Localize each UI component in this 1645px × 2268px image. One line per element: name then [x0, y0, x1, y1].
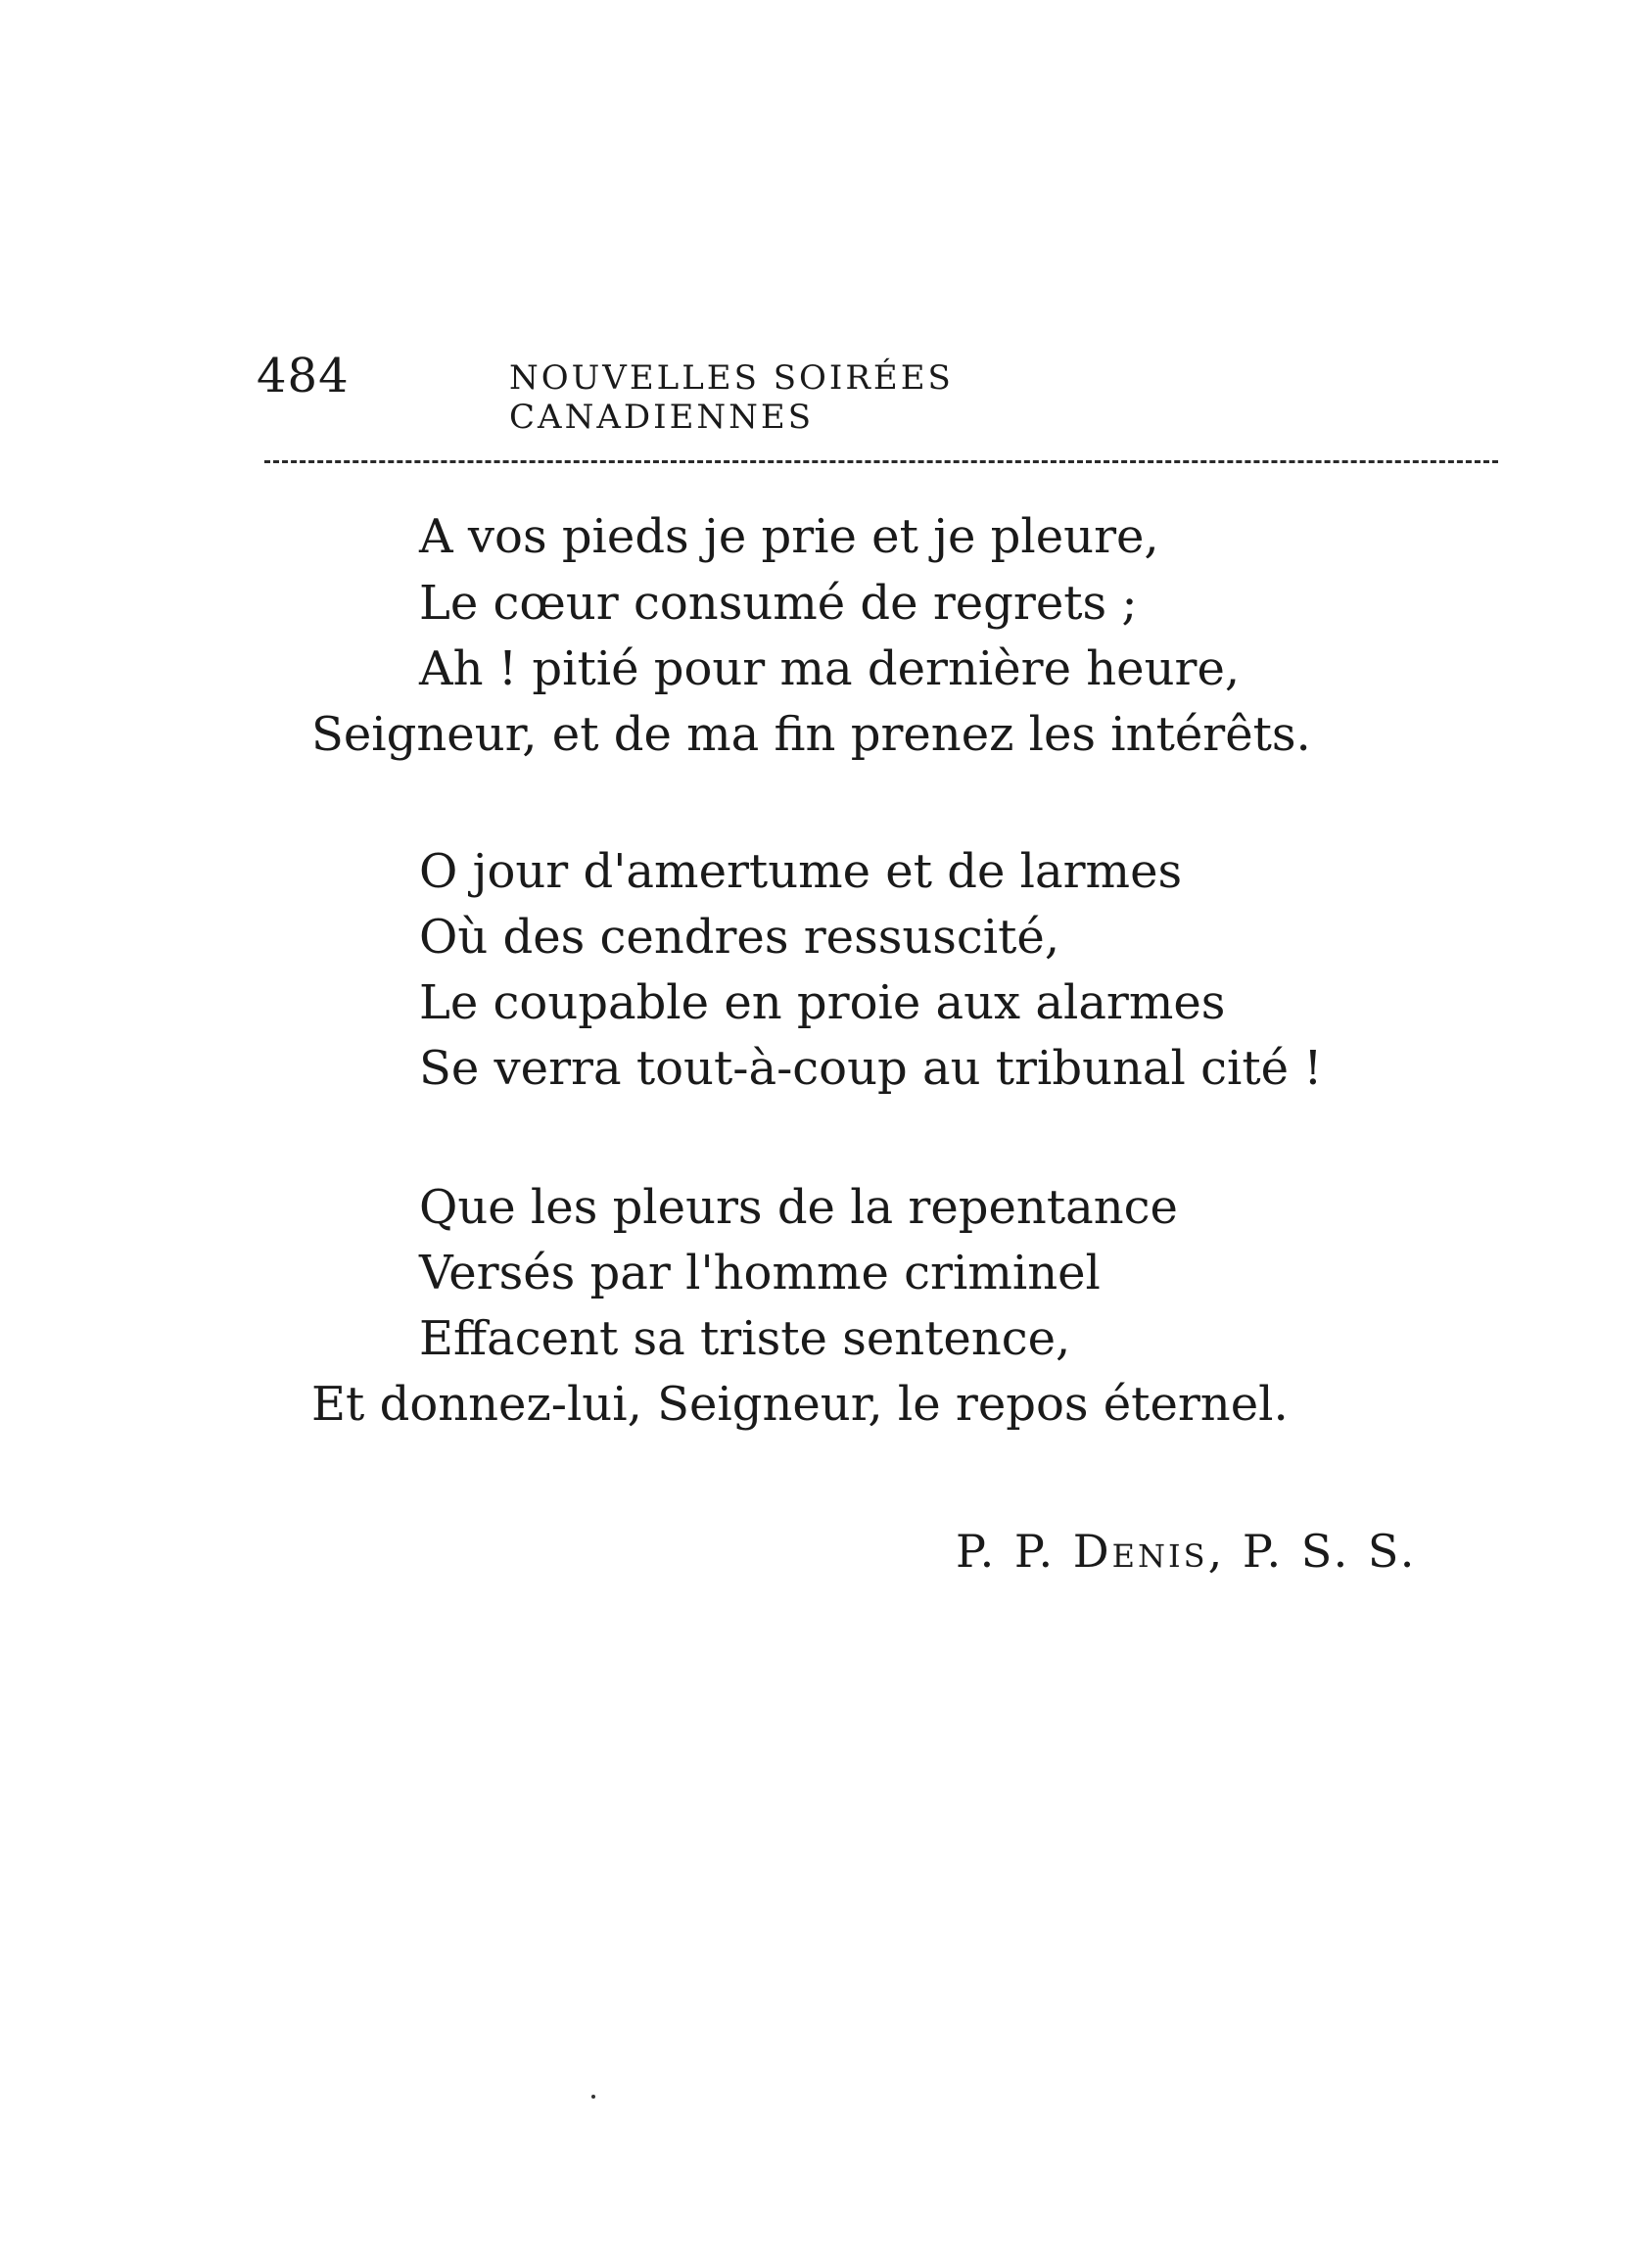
signature-initials: P. P.: [956, 1525, 1057, 1578]
poem-line: Effacent sa triste sentence,: [419, 1311, 1071, 1366]
poem-line: Ah ! pitié pour ma dernière heure,: [419, 641, 1241, 696]
header-rule: [264, 460, 1498, 463]
signature-suffix: P. S. S.: [1242, 1525, 1418, 1578]
poem-line: Que les pleurs de la repentance: [419, 1180, 1178, 1235]
poem-line: Et donnez-lui, Seigneur, le repos éternel.: [311, 1377, 1289, 1432]
print-speck: [591, 2095, 595, 2099]
poem-line: A vos pieds je prie et je pleure,: [419, 509, 1159, 564]
author-signature: [956, 1525, 1417, 1578]
running-title: NOUVELLES SOIRÉES CANADIENNES: [509, 358, 954, 437]
poem-line: Seigneur, et de ma fin prenez les intérêts.: [311, 707, 1311, 762]
poem-line: O jour d'amertume et de larmes: [419, 844, 1183, 899]
poem-line: Se verra tout-à-coup au tribunal cité !: [419, 1041, 1323, 1096]
poem-line: Versés par l'homme criminel: [419, 1246, 1101, 1300]
poem-line: Le coupable en proie aux alarmes: [419, 975, 1226, 1030]
poem-line: Où des cendres ressuscité,: [419, 910, 1060, 965]
running-head: [257, 349, 1255, 437]
page-number: 484: [257, 349, 350, 403]
signature-name: Denis,: [1072, 1525, 1226, 1578]
poem-line: Le cœur consumé de regrets ;: [419, 576, 1138, 631]
